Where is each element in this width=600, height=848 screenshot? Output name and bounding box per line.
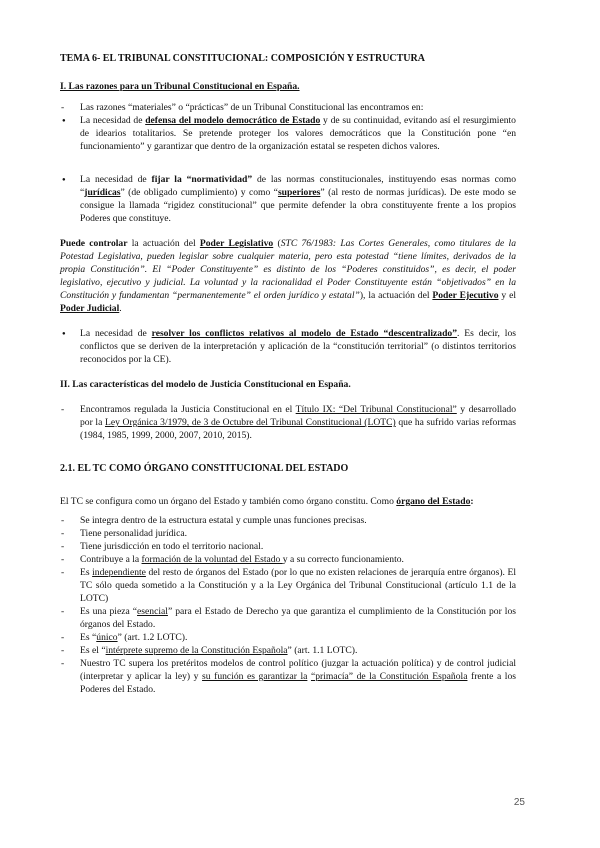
list-item (60, 114, 516, 153)
underlined-text: Ley Orgánica 3/1979, de 3 de Octubre del Tribunal Constitucional (LOTC) (104, 417, 396, 428)
text: ( (273, 238, 281, 249)
list-item (60, 553, 516, 566)
text: El TC se configura como un órgano del Estado y también como órgano constitu. Como (60, 496, 397, 507)
text: ), la actuación del (359, 290, 433, 301)
emphasis: fijar la “normatividad” (151, 174, 253, 185)
list-item (60, 605, 516, 631)
text: ” (art. 1.2 LOTC). (117, 632, 188, 643)
text: y de su continuidad, evitando así el resurgimiento de idearios totalitarios. Se pretende proteger los valores democráticos que la Constitución pone “en funcionamiento” y garantizar que dentro de la organización estatal se respeten dichos valores. (80, 115, 516, 152)
emphasis: Puede controlar (60, 238, 128, 249)
list-item (60, 101, 516, 114)
text: : (470, 496, 474, 507)
page-number: 25 (513, 797, 525, 808)
text: Encontramos regulada la Justicia Constitucional en el (80, 404, 296, 415)
underlined-text: intérprete supremo de la Constitución Española (105, 645, 288, 656)
text: ” para el Estado de Derecho ya que garantiza el cumplimiento de la Constitución por los órganos del Estado. (80, 606, 516, 630)
text: Se integra dentro de la estructura estatal y cumple unas funciones precisas. (80, 515, 367, 526)
section-heading-3: 2.1. EL TC COMO ÓRGANO CONSTITUCIONAL DEL ESTADO (60, 463, 349, 474)
list-item (60, 327, 516, 366)
emphasis: Poder Ejecutivo (432, 290, 499, 301)
emphasis: jurídicas (84, 187, 121, 198)
document-title: TEMA 6- EL TRIBUNAL CONSTITUCIONAL: COMPOSICIÓN Y ESTRUCTURA (60, 53, 425, 64)
text: de las normas constitucionales, instituyendo esas normas como “ (80, 174, 516, 198)
italic-text: STC 76/1983: Las Cortes Generales, como titulares de la Potestad Legislativa, pueden legislar sobre cualquier materia, pero esta potestad “tiene límites, derivados de la propia Constitución”. El “Poder Constituyente” es distinto de los “Poderes constituidos”, es decir, el poder legislativo, ejecutivo y judicial. La voluntad y la racionalidad el Poder Constituyente están “objetivados” en la Constitución y fundamentan “permanentemente” el orden jurídico y estatal” (60, 238, 517, 301)
emphasis: Poder Judicial (60, 303, 120, 314)
text: La necesidad de (80, 174, 152, 185)
list-item (60, 566, 516, 605)
text: y a su correcto funcionamiento. (282, 554, 404, 565)
text: La necesidad de (80, 115, 146, 126)
section-heading-2: II. Las características del modelo de Justicia Constitucional en España. (60, 379, 351, 390)
text: Tiene jurisdicción en todo el territorio nacional. (80, 541, 264, 552)
text: la actuación del (127, 238, 200, 249)
emphasis: defensa del modelo democrático de Estado (145, 115, 321, 126)
emphasis: Poder Legislativo (199, 238, 274, 249)
text: . (119, 303, 122, 314)
list-item (60, 657, 516, 696)
list-item (60, 173, 516, 225)
text: Es el “ (80, 645, 106, 656)
paragraph (60, 495, 516, 508)
text: Es “ (80, 632, 97, 643)
text: Nuestro TC supera los pretéritos modelos de control político (juzgar la actuación política) y de control judicial (interpretar y aplicar la ley) y (80, 658, 516, 682)
list-item (60, 631, 516, 644)
text: . Es decir, los conflictos que se deriven de la interpretación y aplicación de la “constitución territorial” (o distintos territorios reconocidos por la CE). (80, 328, 516, 365)
list-text: Las razones “materiales” o “prácticas” de un Tribunal Constitucional las encontramos en: (80, 102, 424, 113)
underlined-text: formación de la voluntad del Estado (141, 554, 283, 565)
underlined-text: independiente (92, 567, 146, 578)
underlined-text: su función es garantizar la (202, 671, 308, 682)
underlined-text: esencial (137, 606, 168, 617)
paragraph (60, 237, 516, 315)
text: ” (de obligado cumplimiento) y como “ (120, 187, 278, 198)
emphasis: superiores (277, 187, 321, 198)
text: ” (art. 1.1 LOTC). (287, 645, 358, 656)
text: Tiene personalidad jurídica. (80, 528, 188, 539)
text: frente a los Poderes del Estado. (80, 671, 516, 695)
list-item (60, 527, 516, 540)
text: La necesidad de (80, 328, 152, 339)
emphasis: órgano del Estado (396, 496, 471, 507)
underlined-text: “primacía” de la Constitución Española (310, 671, 468, 682)
emphasis: resolver los conflictos relativos al modelo de Estado “descentralizado” (151, 328, 458, 339)
list-item (60, 644, 516, 657)
underlined-text: Título IX: “Del Tribunal Constitucional” (295, 404, 457, 415)
text: Es (80, 567, 93, 578)
text: y desarrollado por la (80, 404, 517, 428)
text: y el (498, 290, 516, 301)
section-heading-1: I. Las razones para un Tribunal Constitucional en España. (60, 81, 300, 92)
list-item (60, 540, 516, 553)
text: que ha sufrido varias reformas (1984, 1985, 1999, 2000, 2007, 2010, 2015). (80, 417, 516, 441)
text: Es una pieza “ (80, 606, 138, 617)
document-page (60, 52, 516, 696)
list-item (60, 514, 516, 527)
underlined-text: único (96, 632, 118, 643)
text: Contribuye a la (80, 554, 142, 565)
text: del resto de órganos del Estado (por lo que no existen relaciones de jerarquía entre órganos). El TC sólo queda sometido a la Constitución y a la Ley Orgánica del Tribunal Constitucional (artículo 1.1 de la LOTC) (80, 567, 516, 604)
list-item (60, 403, 516, 442)
text: ” (al resto de normas jurídicas). De este modo se consigue la llamada “rigidez constitucional” que permite defender la obra constituyente frente a los propios Poderes que constituye. (80, 187, 517, 224)
